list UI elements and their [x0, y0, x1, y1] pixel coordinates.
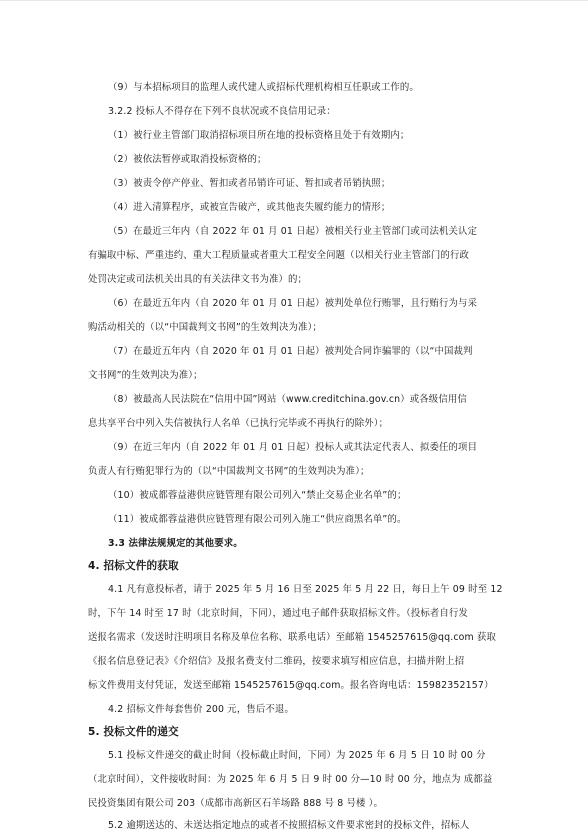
clause-line: （10）被成都蓉益港供应链管理有限公司列入“禁止交易企业名单”的；: [108, 490, 407, 501]
clause-line: （9）与本招标项目的监理人或代建人或招标代理机构相互任职或工作的。: [108, 82, 419, 93]
clause-line: （8）被最高人民法院在“信用中国”网站（www.creditchina.gov.cn）或各级信用信: [108, 394, 467, 405]
paragraph-line: 《报名信息登记表》《介绍信》及报名费支付二维码，按要求填写相应信息，扫描并附上招: [88, 656, 465, 667]
clause-line: （6）在最近五年内（自 2020 年 01 月 01 日起）被判处单位行贿罪，且行贿行为与采: [108, 298, 478, 309]
clause-line: （7）在最近五年内（自 2020 年 01 月 01 日起）被判处合同诈骗罪的（以“中国裁判: [108, 346, 473, 357]
clause-line: 处罚决定或司法机关出具的有关法律文书为准）的；: [88, 274, 308, 285]
clause-line: 息共享平台中列入失信被执行人名单（已执行完毕或不再执行的除外）；: [88, 418, 389, 429]
page-edge: [0, 0, 588, 1]
clause-line: （3）被责令停产停业、暂扣或者吊销许可证、暂扣或者吊销执照；: [108, 178, 391, 189]
clause-line: 负责人有行贿犯罪行为的（以“中国裁判文书网”的生效判决为准）；: [88, 466, 370, 477]
clause-line: 有骗取中标、严重违约、重大工程质量或者重大工程安全问题（以相关行业主管部门的行政: [88, 250, 470, 261]
paragraph-line: 民投资集团有限公司 203（成都市高新区石羊场路 888 号 8 号楼 ）。: [88, 798, 384, 809]
paragraph-line: 4.2 招标文件每套售价 200 元，售后不退。: [108, 704, 294, 715]
clause-line: （9）在近三年内（自 2022 年 01 月 01 日起）投标人或其法定代表人、拟委任的项目: [108, 442, 478, 453]
section-line: 3.2.2 投标人不得存在下列不良状况或不良信用记录：: [108, 106, 336, 117]
paragraph-line: 标文件费用支付凭证，发送至邮箱 1545257615@qq.com。报名咨询电话：15982352157）: [88, 680, 494, 691]
paragraph-line: 送报名需求（发送时注明项目名称及单位名称、联系电话）至邮箱 1545257615@qq.com 获取: [88, 632, 497, 643]
clause-line: （4）进入清算程序，或被宣告破产，或其他丧失履约能力的情形；: [108, 202, 391, 213]
clause-line: （2）被依法暂停或取消投标资格的；: [108, 154, 267, 165]
clause-line: 购活动相关的（以“中国裁判文书网”的生效判决为准）；: [88, 322, 322, 333]
clause-line: （11）被成都蓉益港供应链管理有限公司列入施工“供应商黑名单”的。: [108, 514, 407, 525]
paragraph-line: （北京时间），文件接收时间：为 2025 年 6 月 5 日 9 时 00 分—10 时 00 分，地点为 成都益: [88, 774, 493, 785]
paragraph-line: 5.2 逾期送达的、未送达指定地点的或者不按照招标文件要求密封的投标文件，招标人: [108, 820, 470, 831]
paragraph-line: 5.1 投标文件递交的截止时间（投标截止时间，下同）为 2025 年 6 月 5 日 10 时 00 分: [108, 750, 486, 761]
clause-line: （5）在最近三年内（自 2022 年 01 月 01 日起）被相关行业主管部门或司法机关认定: [108, 226, 478, 237]
subsection-heading: 3.3 法律法规规定的其他要求。: [108, 538, 243, 549]
clause-line: 文书网”的生效判决为准）；: [88, 370, 203, 381]
clause-line: （1）被行业主管部门取消招标项目所在地的投标资格且处于有效期内；: [108, 130, 410, 141]
paragraph-line: 4.1 凡有意投标者，请于 2025 年 5 月 16 日至 2025 年 5 月 22 日，每日上午 09 时至 12: [108, 584, 503, 595]
section-heading: 4. 招标文件的获取: [88, 560, 179, 572]
section-heading: 5. 投标文件的递交: [88, 726, 179, 738]
paragraph-line: 时，下午 14 时至 17 时（北京时间，下同），通过电子邮件获取招标文件。（投标者自行发: [88, 608, 469, 619]
